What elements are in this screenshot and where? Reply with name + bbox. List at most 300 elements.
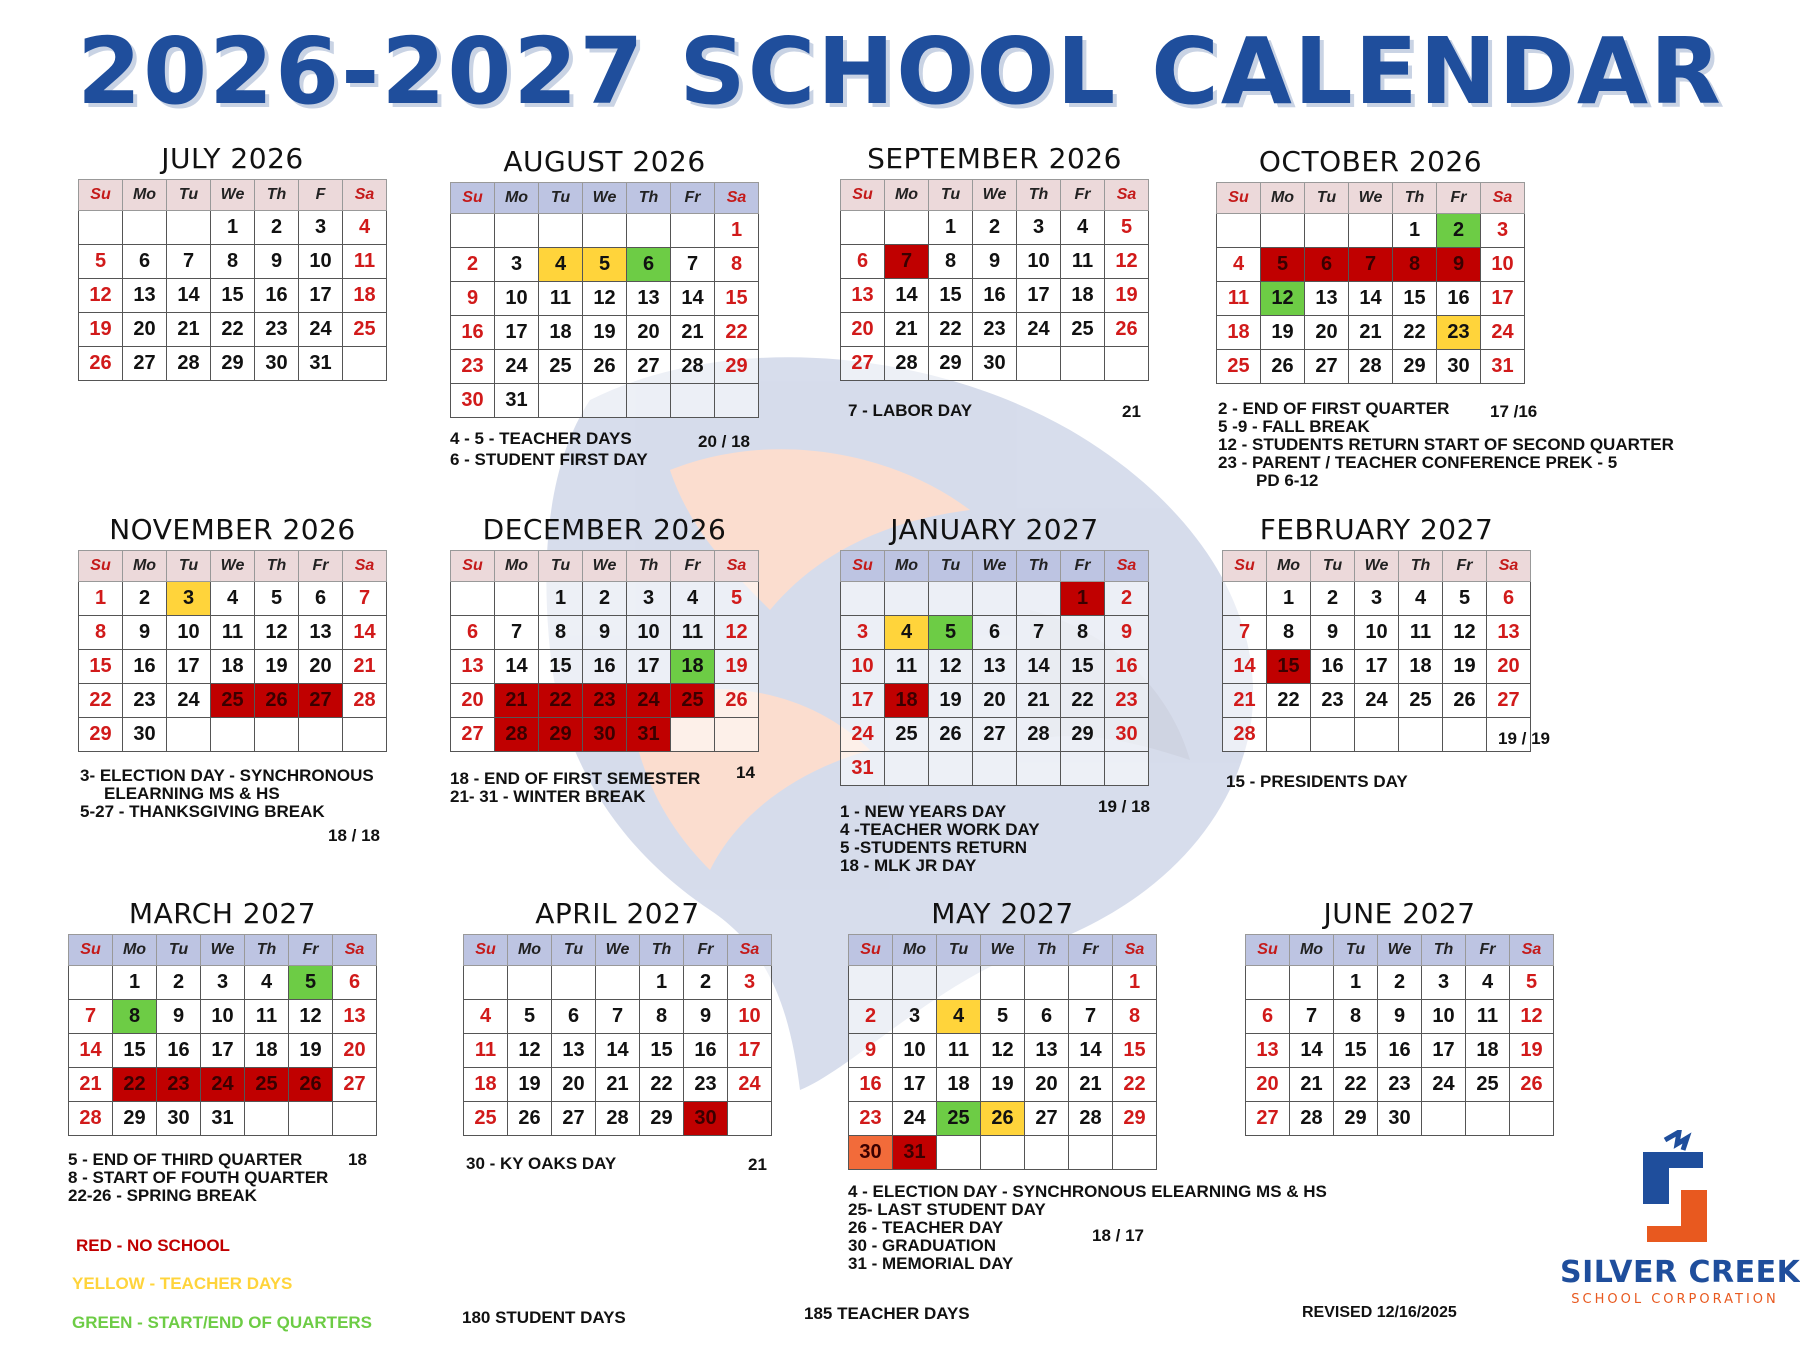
day-cell: 22 <box>539 684 583 718</box>
week-row <box>451 718 759 752</box>
week-row <box>464 1068 772 1102</box>
month-july-2026 <box>78 142 387 381</box>
month-april-2027 <box>463 897 772 1136</box>
day-cell: 31 <box>841 752 885 786</box>
weekday-label: Su <box>451 551 495 582</box>
weekday-label: Th <box>1017 551 1061 582</box>
day-cell: 3 <box>893 1000 937 1034</box>
empty-day-cell <box>1422 1102 1466 1136</box>
day-cell: 24 <box>728 1068 772 1102</box>
logo-subtitle: SCHOOL CORPORATION <box>1571 1292 1779 1307</box>
empty-day-cell <box>495 582 539 616</box>
day-cell: 15 <box>1334 1034 1378 1068</box>
student-days-total: 180 STUDENT DAYS <box>462 1308 626 1327</box>
day-cell: 1 <box>1267 582 1311 616</box>
day-cell: 26 <box>583 350 627 384</box>
legend-green: GREEN - START/END OF QUARTERS <box>72 1313 373 1332</box>
weekday-label: Mo <box>1261 183 1305 214</box>
day-cell: 13 <box>1305 282 1349 316</box>
day-cell: 9 <box>973 245 1017 279</box>
day-cell: 27 <box>299 684 343 718</box>
day-cell: 6 <box>1025 1000 1069 1034</box>
day-cell: 23 <box>1378 1068 1422 1102</box>
day-cell: 25 <box>885 718 929 752</box>
week-row <box>451 582 759 616</box>
note: 31 - MEMORIAL DAY <box>848 1254 1014 1273</box>
day-cell: 19 <box>1510 1034 1554 1068</box>
month-march-2027 <box>68 897 377 1136</box>
day-cell: 24 <box>841 718 885 752</box>
week-row <box>841 347 1149 381</box>
day-cell: 28 <box>671 350 715 384</box>
day-cell: 26 <box>929 718 973 752</box>
day-cell: 18 <box>539 316 583 350</box>
day-cell: 25 <box>539 350 583 384</box>
day-cell: 19 <box>929 684 973 718</box>
weekday-label: We <box>583 551 627 582</box>
weekday-label: We <box>596 935 640 966</box>
weekday-label: We <box>1378 935 1422 966</box>
week-row <box>1217 214 1525 248</box>
day-cell: 10 <box>1355 616 1399 650</box>
day-count-august: 20 / 18 <box>698 432 750 451</box>
note: 21- 31 - WINTER BREAK <box>450 787 646 806</box>
month-june-2027 <box>1245 897 1554 1136</box>
notes-january <box>840 803 1040 875</box>
day-cell: 11 <box>885 650 929 684</box>
day-cell: 22 <box>1113 1068 1157 1102</box>
day-cell: 9 <box>684 1000 728 1034</box>
day-cell: 14 <box>1069 1034 1113 1068</box>
notes-march <box>68 1151 328 1205</box>
empty-day-cell <box>1069 1136 1113 1170</box>
day-cell: 15 <box>1267 650 1311 684</box>
day-cell: 21 <box>885 313 929 347</box>
day-cell: 31 <box>627 718 671 752</box>
day-cell: 15 <box>1113 1034 1157 1068</box>
day-cell: 31 <box>893 1136 937 1170</box>
calendar-grid <box>450 182 759 418</box>
day-cell: 18 <box>1399 650 1443 684</box>
day-cell: 5 <box>1105 211 1149 245</box>
day-cell: 9 <box>451 282 495 316</box>
day-cell: 21 <box>69 1068 113 1102</box>
day-count-october: 17 /16 <box>1490 402 1538 421</box>
week-row <box>1246 1000 1554 1034</box>
empty-day-cell <box>849 966 893 1000</box>
day-cell: 9 <box>157 1000 201 1034</box>
day-count-may: 18 / 17 <box>1092 1226 1144 1245</box>
day-cell: 10 <box>201 1000 245 1034</box>
day-cell: 20 <box>973 684 1017 718</box>
week-row <box>79 684 387 718</box>
note: 2 - END OF FIRST QUARTER <box>1218 399 1450 418</box>
calendar-grid <box>450 550 759 752</box>
empty-day-cell <box>552 966 596 1000</box>
day-cell: 4 <box>245 966 289 1000</box>
day-cell: 6 <box>299 582 343 616</box>
day-cell: 12 <box>79 279 123 313</box>
week-row <box>841 313 1149 347</box>
day-cell: 28 <box>1349 350 1393 384</box>
note: 5 -9 - FALL BREAK <box>1218 417 1370 436</box>
empty-day-cell <box>893 966 937 1000</box>
day-cell: 17 <box>1481 282 1525 316</box>
day-cell: 4 <box>343 211 387 245</box>
day-cell: 31 <box>299 347 343 381</box>
day-cell: 15 <box>929 279 973 313</box>
month-september-2026 <box>840 142 1149 381</box>
note: 18 - END OF FIRST SEMESTER <box>450 769 701 788</box>
day-cell: 21 <box>343 650 387 684</box>
day-cell: 21 <box>495 684 539 718</box>
day-cell: 1 <box>1061 582 1105 616</box>
day-cell: 20 <box>841 313 885 347</box>
day-cell: 3 <box>728 966 772 1000</box>
note: 30 - GRADUATION <box>848 1236 996 1255</box>
month-may-2027 <box>848 897 1157 1170</box>
day-cell: 30 <box>255 347 299 381</box>
day-cell: 12 <box>929 650 973 684</box>
day-cell: 29 <box>539 718 583 752</box>
week-row <box>79 718 387 752</box>
sc-monogram-icon <box>1635 1130 1715 1250</box>
day-cell: 23 <box>583 684 627 718</box>
week-row <box>1246 1102 1554 1136</box>
weekday-label: Fr <box>1437 183 1481 214</box>
empty-day-cell <box>885 752 929 786</box>
week-row <box>849 1136 1157 1170</box>
empty-day-cell <box>69 966 113 1000</box>
day-cell: 7 <box>885 245 929 279</box>
weekday-label: Sa <box>715 183 759 214</box>
day-cell: 1 <box>79 582 123 616</box>
calendar-grid <box>1222 550 1531 752</box>
day-cell: 9 <box>1105 616 1149 650</box>
day-cell: 20 <box>451 684 495 718</box>
day-cell: 17 <box>1422 1034 1466 1068</box>
day-cell: 17 <box>841 684 885 718</box>
week-row <box>464 966 772 1000</box>
weekday-label: Sa <box>343 551 387 582</box>
day-cell: 6 <box>451 616 495 650</box>
day-cell: 8 <box>1113 1000 1157 1034</box>
day-cell: 26 <box>1443 684 1487 718</box>
teacher-days-total: 185 TEACHER DAYS <box>804 1304 970 1323</box>
day-cell: 6 <box>333 966 377 1000</box>
weekday-label: Mo <box>885 551 929 582</box>
week-row <box>79 279 387 313</box>
note: 22-26 - SPRING BREAK <box>68 1186 257 1205</box>
empty-day-cell <box>1466 1102 1510 1136</box>
day-count-november: 18 / 18 <box>328 826 380 845</box>
day-cell: 18 <box>937 1068 981 1102</box>
day-cell: 21 <box>1349 316 1393 350</box>
weekday-label: Su <box>79 551 123 582</box>
day-cell: 27 <box>451 718 495 752</box>
month-title: FEBRUARY 2027 <box>1259 513 1494 546</box>
month-title: JANUARY 2027 <box>890 513 1099 546</box>
day-cell: 29 <box>715 350 759 384</box>
day-cell: 9 <box>255 245 299 279</box>
day-cell: 6 <box>1487 582 1531 616</box>
week-row <box>1217 282 1525 316</box>
logo-name: SILVER CREEK <box>1560 1255 1800 1290</box>
day-cell: 28 <box>1223 718 1267 752</box>
day-cell: 10 <box>627 616 671 650</box>
month-february-2027 <box>1222 513 1531 752</box>
week-row <box>79 582 387 616</box>
day-cell: 30 <box>1437 350 1481 384</box>
day-cell: 1 <box>1334 966 1378 1000</box>
empty-day-cell <box>1105 347 1149 381</box>
day-cell: 8 <box>1267 616 1311 650</box>
day-cell: 11 <box>1217 282 1261 316</box>
note: 12 - STUDENTS RETURN START OF SECOND QUARTER <box>1218 435 1674 454</box>
empty-day-cell <box>343 718 387 752</box>
day-cell: 9 <box>1437 248 1481 282</box>
weekday-label: We <box>973 551 1017 582</box>
day-cell: 11 <box>1399 616 1443 650</box>
day-cell: 27 <box>973 718 1017 752</box>
day-cell: 11 <box>245 1000 289 1034</box>
day-count-february: 19 / 19 <box>1498 729 1550 748</box>
day-cell: 18 <box>885 684 929 718</box>
empty-day-cell <box>1290 966 1334 1000</box>
empty-day-cell <box>885 582 929 616</box>
week-row <box>849 966 1157 1000</box>
weekday-header-row <box>1223 551 1531 582</box>
weekday-label: Fr <box>1069 935 1113 966</box>
day-cell: 25 <box>1217 350 1261 384</box>
week-row <box>79 347 387 381</box>
day-cell: 24 <box>1481 316 1525 350</box>
week-row <box>451 350 759 384</box>
day-cell: 21 <box>1223 684 1267 718</box>
week-row <box>451 248 759 282</box>
day-cell: 20 <box>1487 650 1531 684</box>
day-cell: 11 <box>671 616 715 650</box>
legend-red: RED - NO SCHOOL <box>76 1236 230 1255</box>
week-row <box>79 616 387 650</box>
empty-day-cell <box>255 718 299 752</box>
weekday-label: Mo <box>508 935 552 966</box>
day-cell: 4 <box>1466 966 1510 1000</box>
weekday-label: Su <box>849 935 893 966</box>
note: PD 6-12 <box>1256 471 1319 490</box>
day-cell: 3 <box>495 248 539 282</box>
day-cell: 1 <box>929 211 973 245</box>
weekday-label: Sa <box>1487 551 1531 582</box>
day-cell: 21 <box>1017 684 1061 718</box>
day-cell: 12 <box>1443 616 1487 650</box>
day-cell: 19 <box>289 1034 333 1068</box>
empty-day-cell <box>1399 718 1443 752</box>
day-cell: 7 <box>1223 616 1267 650</box>
day-cell: 6 <box>1305 248 1349 282</box>
weekday-label: Fr <box>1061 551 1105 582</box>
day-cell: 2 <box>255 211 299 245</box>
day-cell: 11 <box>343 245 387 279</box>
day-cell: 5 <box>1510 966 1554 1000</box>
day-cell: 11 <box>937 1034 981 1068</box>
page-title: 2026-2027 SCHOOL CALENDAR <box>77 18 1723 125</box>
month-title: APRIL 2027 <box>535 897 700 930</box>
day-cell: 4 <box>937 1000 981 1034</box>
day-cell: 22 <box>929 313 973 347</box>
day-cell: 11 <box>1466 1000 1510 1034</box>
weekday-label: Th <box>1393 183 1437 214</box>
empty-day-cell <box>1267 718 1311 752</box>
day-cell: 19 <box>583 316 627 350</box>
day-cell: 16 <box>1437 282 1481 316</box>
week-row <box>841 245 1149 279</box>
weekday-label: Tu <box>1311 551 1355 582</box>
weekday-label: Su <box>1217 183 1261 214</box>
day-cell: 10 <box>841 650 885 684</box>
day-cell: 10 <box>167 616 211 650</box>
week-row <box>841 582 1149 616</box>
month-title: OCTOBER 2026 <box>1258 145 1483 178</box>
day-cell: 26 <box>1510 1068 1554 1102</box>
day-cell: 19 <box>79 313 123 347</box>
weekday-label: Th <box>1025 935 1069 966</box>
day-cell: 8 <box>539 616 583 650</box>
empty-day-cell <box>929 752 973 786</box>
day-cell: 24 <box>893 1102 937 1136</box>
day-cell: 8 <box>640 1000 684 1034</box>
weekday-label: We <box>583 183 627 214</box>
weekday-label: Tu <box>167 551 211 582</box>
weekday-header-row <box>464 935 772 966</box>
weekday-header-row <box>849 935 1157 966</box>
day-cell: 19 <box>508 1068 552 1102</box>
empty-day-cell <box>1113 1136 1157 1170</box>
day-cell: 14 <box>343 616 387 650</box>
day-cell: 15 <box>1393 282 1437 316</box>
weekday-label: Sa <box>333 935 377 966</box>
day-cell: 31 <box>201 1102 245 1136</box>
note: 23 - PARENT / TEACHER CONFERENCE PREK - 5 <box>1218 453 1618 472</box>
week-row <box>79 245 387 279</box>
empty-day-cell <box>981 1136 1025 1170</box>
day-cell: 2 <box>1105 582 1149 616</box>
note: 26 - TEACHER DAY <box>848 1218 1004 1237</box>
day-cell: 3 <box>1017 211 1061 245</box>
weekday-label: Sa <box>1113 935 1157 966</box>
day-cell: 25 <box>1466 1068 1510 1102</box>
day-cell: 22 <box>113 1068 157 1102</box>
day-cell: 18 <box>343 279 387 313</box>
day-cell: 20 <box>333 1034 377 1068</box>
day-cell: 29 <box>211 347 255 381</box>
day-cell: 6 <box>627 248 671 282</box>
notes-december <box>450 770 700 806</box>
day-cell: 16 <box>255 279 299 313</box>
weekday-label: We <box>211 551 255 582</box>
empty-day-cell <box>495 214 539 248</box>
weekday-label: Su <box>69 935 113 966</box>
note: 30 - KY OAKS DAY <box>466 1154 617 1173</box>
day-cell: 8 <box>211 245 255 279</box>
day-cell: 13 <box>333 1000 377 1034</box>
empty-day-cell <box>1017 752 1061 786</box>
day-cell: 30 <box>973 347 1017 381</box>
empty-day-cell <box>299 718 343 752</box>
day-cell: 13 <box>627 282 671 316</box>
silver-creek-logo <box>1560 1130 1800 1330</box>
empty-day-cell <box>841 211 885 245</box>
weekday-label: Tu <box>929 180 973 211</box>
month-title: MARCH 2027 <box>128 897 317 930</box>
day-cell: 29 <box>1113 1102 1157 1136</box>
day-cell: 23 <box>684 1068 728 1102</box>
week-row <box>451 316 759 350</box>
day-cell: 11 <box>464 1034 508 1068</box>
day-cell: 5 <box>79 245 123 279</box>
empty-day-cell <box>1025 966 1069 1000</box>
day-cell: 4 <box>539 248 583 282</box>
notes-february <box>1226 773 1408 791</box>
day-cell: 8 <box>1393 248 1437 282</box>
calendar-grid <box>840 179 1149 381</box>
day-cell: 27 <box>552 1102 596 1136</box>
week-row <box>451 384 759 418</box>
empty-day-cell <box>508 966 552 1000</box>
empty-day-cell <box>1311 718 1355 752</box>
day-cell: 1 <box>211 211 255 245</box>
week-row <box>841 650 1149 684</box>
empty-day-cell <box>79 211 123 245</box>
day-cell: 23 <box>451 350 495 384</box>
day-cell: 19 <box>981 1068 1025 1102</box>
day-cell: 23 <box>123 684 167 718</box>
day-cell: 5 <box>1261 248 1305 282</box>
day-cell: 30 <box>157 1102 201 1136</box>
day-cell: 4 <box>464 1000 508 1034</box>
day-cell: 28 <box>885 347 929 381</box>
day-cell: 12 <box>715 616 759 650</box>
weekday-header-row <box>69 935 377 966</box>
day-cell: 13 <box>973 650 1017 684</box>
calendar-grid <box>68 934 377 1136</box>
week-row <box>69 1068 377 1102</box>
weekday-label: Th <box>255 180 299 211</box>
day-cell: 2 <box>157 966 201 1000</box>
day-cell: 26 <box>1261 350 1305 384</box>
day-cell: 28 <box>343 684 387 718</box>
day-cell: 4 <box>885 616 929 650</box>
day-cell: 16 <box>123 650 167 684</box>
day-cell: 5 <box>715 582 759 616</box>
empty-day-cell <box>1017 347 1061 381</box>
day-cell: 7 <box>495 616 539 650</box>
week-row <box>841 211 1149 245</box>
day-cell: 8 <box>1061 616 1105 650</box>
month-october-2026 <box>1216 145 1525 384</box>
day-cell: 24 <box>1422 1068 1466 1102</box>
day-cell: 21 <box>1069 1068 1113 1102</box>
day-cell: 20 <box>123 313 167 347</box>
day-cell: 25 <box>937 1102 981 1136</box>
day-cell: 12 <box>1261 282 1305 316</box>
month-title: JUNE 2027 <box>1323 897 1476 930</box>
week-row <box>464 1102 772 1136</box>
day-cell: 6 <box>123 245 167 279</box>
day-cell: 14 <box>596 1034 640 1068</box>
day-count-april: 21 <box>748 1155 767 1174</box>
day-cell: 24 <box>299 313 343 347</box>
